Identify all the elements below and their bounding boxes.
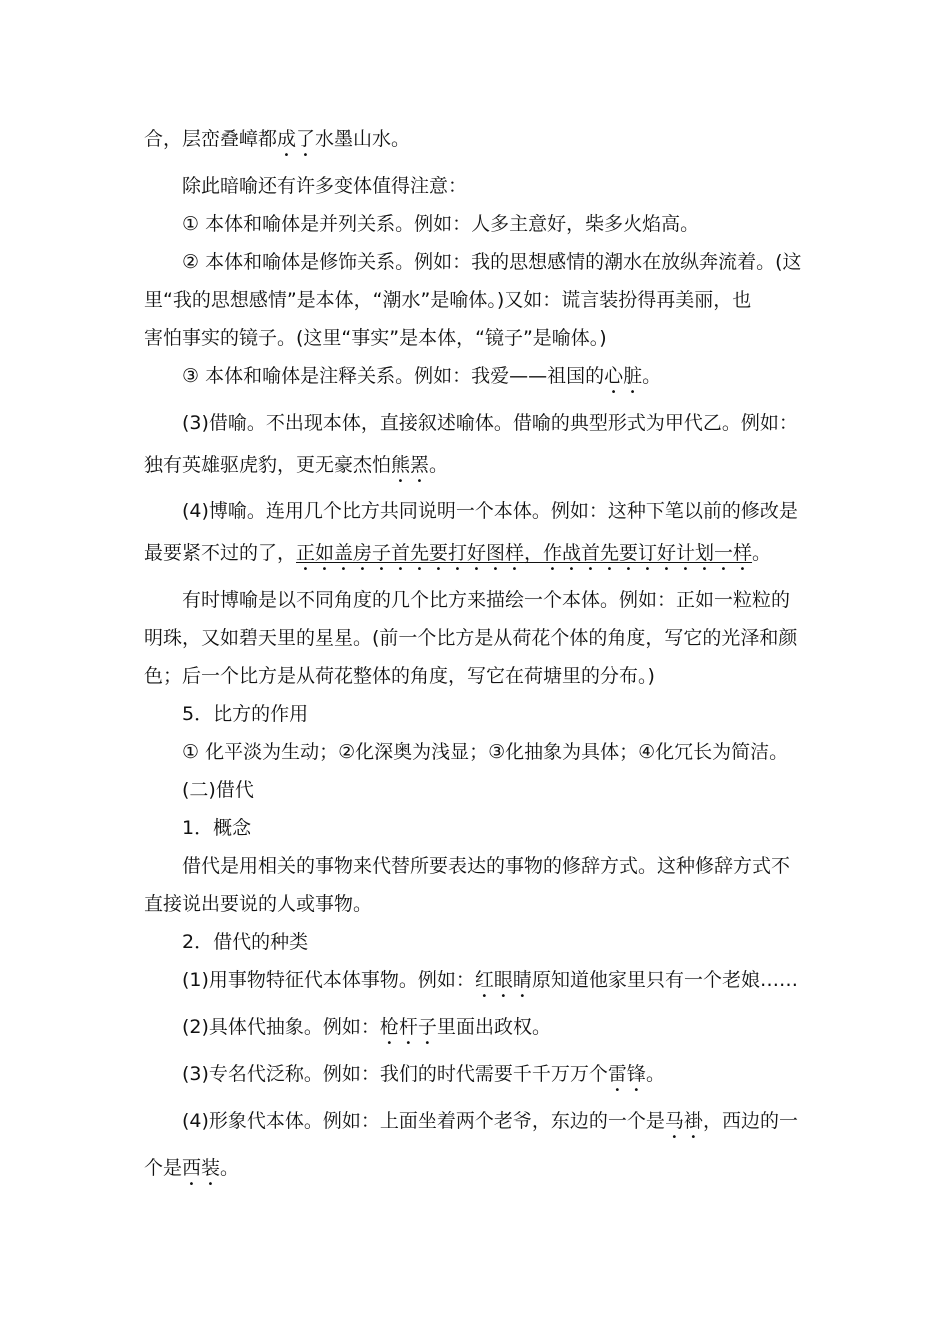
text-line bbox=[182, 854, 790, 878]
emphasized-text: 红眼睛 bbox=[474, 969, 532, 991]
text-span: 。 bbox=[752, 542, 772, 564]
text-span: ② 本体和喻体是修饰关系。例如：我的思想感情的潮水在放纵奔流着。(这 bbox=[182, 251, 802, 273]
text-line bbox=[144, 127, 410, 161]
text-span: (3)借喻。不出现本体，直接叙述喻体。借喻的典型形式为甲代乙。例如： bbox=[182, 412, 798, 434]
text-span: 。 bbox=[642, 365, 662, 387]
text-span: 个是 bbox=[144, 1157, 183, 1179]
text-line bbox=[144, 326, 607, 350]
text-line bbox=[144, 892, 372, 916]
text-span: (4)形象代本体。例如：上面坐着两个老爷，东边的一个是 bbox=[182, 1110, 665, 1132]
text-span: 直接说出要说的人或事物。 bbox=[144, 893, 373, 915]
text-line bbox=[182, 1015, 551, 1049]
text-span: (二)借代 bbox=[182, 779, 254, 801]
emphasized-text: 成了 bbox=[277, 128, 316, 150]
text-span: 里“我的思想感情”是本体，“潮水”是喻体。)又如：谎言装扮得再美丽，也 bbox=[144, 289, 752, 311]
text-line bbox=[182, 930, 308, 954]
text-span: (3)专名代泛称。例如：我们的时代需要千千万万个 bbox=[182, 1063, 608, 1085]
text-span: 。 bbox=[429, 454, 449, 476]
text-span: 5．比方的作用 bbox=[182, 703, 309, 725]
emphasized-text: 心脏 bbox=[604, 365, 643, 387]
text-span: 明珠，又如碧天里的星星。(前一个比方是从荷花个体的角度，写它的光泽和颜 bbox=[144, 627, 798, 649]
text-span: ① 本体和喻体是并列关系。例如：人多主意好，柴多火焰高。 bbox=[182, 213, 700, 235]
text-span: 1．概念 bbox=[182, 817, 252, 839]
text-line bbox=[182, 250, 802, 274]
text-span: 里面出政权。 bbox=[436, 1016, 551, 1038]
text-span: 害怕事实的镜子。(这里“事实”是本体，“镜子”是喻体。) bbox=[144, 327, 607, 349]
text-line bbox=[182, 816, 251, 840]
text-line bbox=[182, 499, 798, 523]
text-span: ③ 本体和喻体是注释关系。例如：我爱——祖国的 bbox=[182, 365, 605, 387]
text-line bbox=[182, 702, 308, 726]
text-line bbox=[182, 740, 788, 764]
text-line bbox=[144, 541, 771, 575]
text-line bbox=[182, 212, 699, 236]
text-line bbox=[144, 664, 655, 688]
text-span: 水墨山水。 bbox=[315, 128, 411, 150]
emphasized-text: 熊罴 bbox=[391, 454, 430, 476]
text-line bbox=[182, 411, 798, 435]
text-line bbox=[144, 626, 797, 650]
text-span: 原知道他家里只有一个老娘…… bbox=[531, 969, 798, 991]
emphasized-text: 马褂 bbox=[664, 1110, 703, 1132]
text-line bbox=[182, 1109, 798, 1143]
text-span: 2．借代的种类 bbox=[182, 931, 309, 953]
text-line bbox=[182, 968, 798, 1002]
text-line bbox=[144, 1156, 239, 1190]
text-span: 色；后一个比方是从荷花整体的角度，写它在荷塘里的分布。) bbox=[144, 665, 655, 687]
text-span: 有时博喻是以不同角度的几个比方来描绘一个本体。例如：正如一粒粒的 bbox=[182, 589, 791, 611]
text-span: 除此暗喻还有许多变体值得注意： bbox=[182, 175, 468, 197]
emphasized-text: 正如盖房子首先要打好图样，作战首先要订好计划一样 bbox=[296, 542, 753, 564]
emphasized-text: 枪杆子 bbox=[379, 1016, 437, 1038]
text-span: ，西边的一 bbox=[702, 1110, 798, 1132]
text-span: 借代是用相关的事物来代替所要表达的事物的修辞方式。这种修辞方式不 bbox=[182, 855, 791, 877]
text-span: ① 化平淡为生动；②化深奥为浅显；③化抽象为具体；④化冗长为简洁。 bbox=[182, 741, 789, 763]
text-line bbox=[144, 453, 448, 487]
text-line bbox=[144, 288, 751, 312]
text-line bbox=[182, 1062, 665, 1096]
text-line bbox=[182, 588, 790, 612]
text-line bbox=[182, 174, 467, 198]
emphasized-text: 西装 bbox=[182, 1157, 221, 1179]
text-span: (4)博喻。连用几个比方共同说明一个本体。例如：这种下笔以前的修改是 bbox=[182, 500, 798, 522]
text-span: 。 bbox=[220, 1157, 240, 1179]
text-span: (2)具体代抽象。例如： bbox=[182, 1016, 380, 1038]
text-span: (1)用事物特征代本体事物。例如： bbox=[182, 969, 475, 991]
emphasized-text: 雷锋 bbox=[607, 1063, 646, 1085]
text-span: 最要紧不过的了， bbox=[144, 542, 297, 564]
text-span: 。 bbox=[645, 1063, 665, 1085]
text-span: 合，层峦叠嶂都 bbox=[144, 128, 278, 150]
text-line bbox=[182, 778, 254, 802]
text-span: 独有英雄驱虎豹，更无豪杰怕 bbox=[144, 454, 392, 476]
text-line bbox=[182, 364, 661, 398]
